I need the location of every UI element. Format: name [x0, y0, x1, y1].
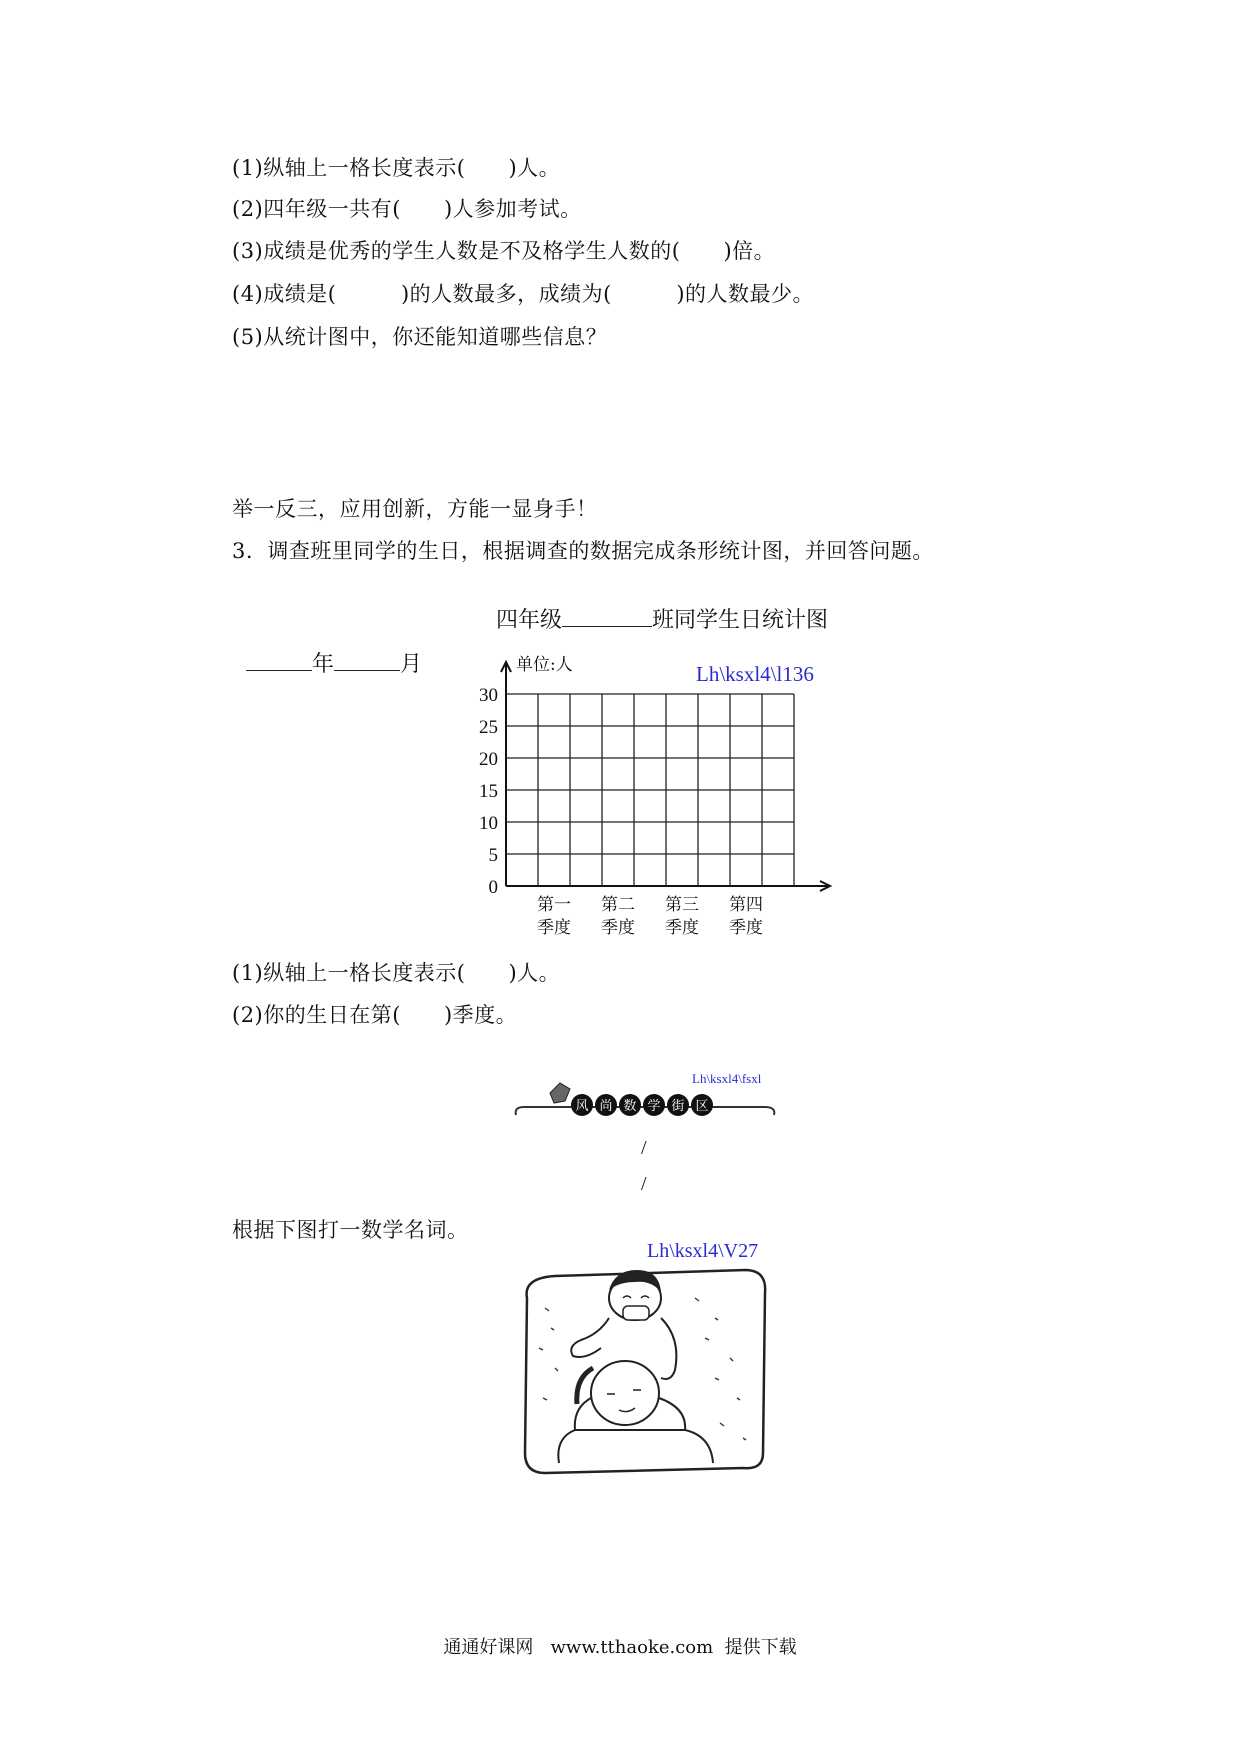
chart-title	[482, 578, 828, 634]
chart-code: Lh\ksxl4\l136	[696, 662, 814, 686]
task-3: 3. 调查班里同学的生日，根据调查的数据完成条形统计图，并回答问题。	[232, 539, 934, 563]
birthday-chart	[468, 650, 838, 950]
x-tick-label: 第一	[537, 895, 571, 915]
banner	[510, 1071, 780, 1125]
date-line	[232, 622, 422, 678]
footer: 通通好课网 www.tthaoke.com 提供下载	[443, 1637, 797, 1658]
banner-code: Lh\ksxl4\fsxl	[692, 1071, 762, 1086]
y-tick-label: 20	[479, 749, 498, 770]
question-2: (2)四年级一共有( )人参加考试。	[232, 197, 582, 221]
x-tick-label: 第二	[601, 895, 635, 915]
slash-2: /	[641, 1173, 647, 1195]
x-tick-label: 季度	[601, 918, 635, 938]
banner-char: 尚	[599, 1099, 613, 1114]
question-3: (3)成绩是优秀的学生人数是不及格学生人数的( )倍。	[232, 239, 776, 263]
y-tick-label: 30	[479, 685, 498, 706]
banner-char: 风	[575, 1099, 589, 1114]
x-tick-label: 第三	[665, 895, 699, 915]
question-5: (5)从统计图中，你还能知道哪些信息？	[232, 325, 608, 349]
x-tick-label: 季度	[665, 918, 699, 938]
chart-title-prefix: 四年级	[496, 608, 563, 633]
x-tick-label: 季度	[729, 918, 763, 938]
question-4: (4)成绩是( )的人数最多，成绩为( )的人数最少。	[232, 282, 815, 306]
riddle-prompt: 根据下图打一数学名词。	[232, 1218, 469, 1242]
banner-char: 街	[671, 1099, 685, 1114]
slash-1: /	[641, 1137, 647, 1159]
question-1: (1)纵轴上一格长度表示( )人。	[232, 156, 561, 180]
y-tick-label: 15	[479, 781, 498, 802]
year-blank[interactable]	[246, 650, 312, 671]
chart-question-2: (2)你的生日在第( )季度。	[232, 1003, 518, 1027]
class-blank[interactable]	[562, 606, 652, 627]
y-tick-label: 0	[488, 877, 498, 898]
slogan: 举一反三，应用创新，方能一显身手！	[232, 497, 598, 521]
banner-char: 学	[647, 1099, 661, 1114]
year-label: 年	[312, 652, 335, 677]
chart-title-suffix: 班同学生日统计图	[652, 608, 829, 633]
month-blank[interactable]	[334, 650, 400, 671]
y-tick-label: 5	[488, 845, 498, 866]
y-tick-label: 25	[479, 717, 498, 738]
chart-svg	[468, 650, 838, 950]
riddle-illustration	[515, 1240, 775, 1478]
y-axis-label: 单位:人	[516, 655, 573, 675]
banner-char: 数	[623, 1099, 637, 1114]
month-label: 月	[400, 652, 423, 677]
barber-picture	[515, 1248, 775, 1478]
x-tick-label: 季度	[537, 918, 571, 938]
chart-question-1: (1)纵轴上一格长度表示( )人。	[232, 961, 561, 985]
x-tick-label: 第四	[729, 895, 763, 915]
y-tick-label: 10	[479, 813, 498, 834]
banner-char: 区	[695, 1099, 709, 1114]
riddle-code: Lh\ksxl4\V27	[647, 1240, 759, 1262]
